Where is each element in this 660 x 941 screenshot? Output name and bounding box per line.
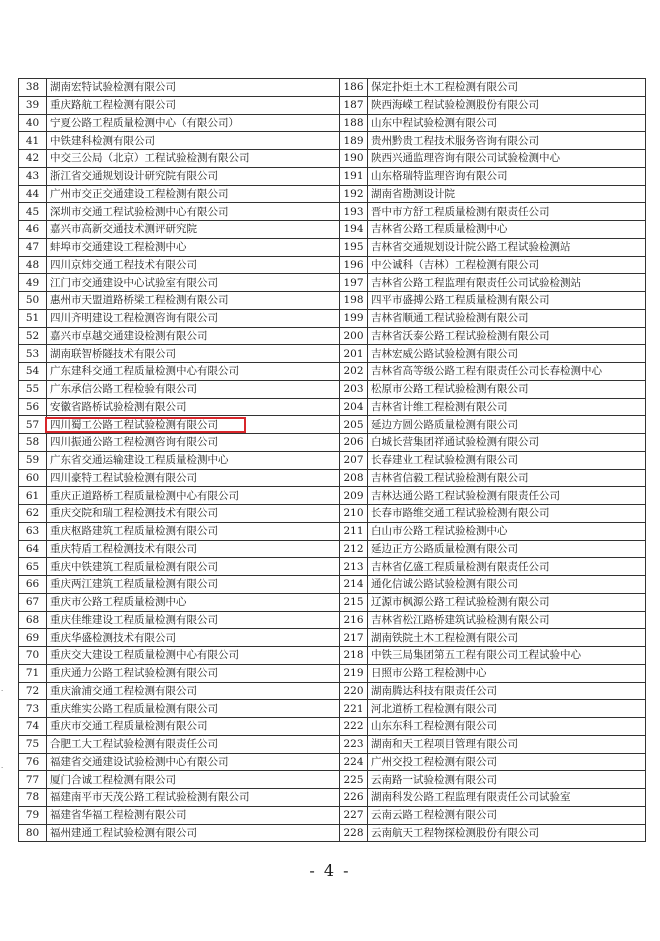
table-row: [19, 327, 646, 345]
table-row: [19, 203, 646, 221]
row-number-right: 211: [340, 522, 368, 540]
table-row: [19, 629, 646, 647]
company-name-right: 吉林省顺通工程试验检测有限公司: [368, 309, 646, 327]
row-number-left: 77: [19, 771, 47, 789]
company-name-right: 陕西兴通监理咨询有限公司试验检测中心: [368, 150, 646, 168]
company-name-right: 白山市公路工程试验检测中心: [368, 522, 646, 540]
row-number-left: 45: [19, 203, 47, 221]
table-row: [19, 611, 646, 629]
row-number-right: 219: [340, 664, 368, 682]
row-number-left: 60: [19, 469, 47, 487]
row-number-left: 61: [19, 487, 47, 505]
table-row: [19, 363, 646, 381]
table-row: [19, 79, 646, 97]
row-number-right: 225: [340, 771, 368, 789]
row-number-right: 220: [340, 682, 368, 700]
table-row: [19, 256, 646, 274]
row-number-right: 209: [340, 487, 368, 505]
row-number-right: 202: [340, 363, 368, 381]
company-name-right: 云南路一试验检测有限公司: [368, 771, 646, 789]
company-name-left: 安徽省路桥试验检测有限公司: [47, 398, 340, 416]
table-row: [19, 647, 646, 665]
company-name-left: 重庆路航工程检测有限公司: [47, 96, 340, 114]
company-name-left: 福建省华福工程检测有限公司: [47, 806, 340, 824]
row-number-right: 191: [340, 167, 368, 185]
row-number-left: 67: [19, 593, 47, 611]
company-name-left: 重庆交大建设工程质量检测中心有限公司: [47, 647, 340, 665]
row-number-left: 42: [19, 150, 47, 168]
company-name-left: 广东建科交通工程质量检测中心有限公司: [47, 363, 340, 381]
company-name-left: 重庆两江建筑工程质量检测有限公司: [47, 576, 340, 594]
table-row: [19, 789, 646, 807]
table-row: [19, 806, 646, 824]
row-number-right: 206: [340, 434, 368, 452]
company-name-right: 广州交投工程检测有限公司: [368, 753, 646, 771]
company-name-right: 贵州黔贵工程技术服务咨询有限公司: [368, 132, 646, 150]
scan-speck: ·: [1, 764, 4, 772]
table-row: [19, 309, 646, 327]
company-name-left: 重庆市公路工程质量检测中心: [47, 593, 340, 611]
row-number-left: 74: [19, 718, 47, 736]
row-number-left: 71: [19, 664, 47, 682]
company-name-right: 吉林省交通规划设计院公路工程试验检测站: [368, 238, 646, 256]
company-name-right: 吉林省沃泰公路工程试验检测有限公司: [368, 327, 646, 345]
table-row: [19, 540, 646, 558]
row-number-right: 192: [340, 185, 368, 203]
table-row: [19, 185, 646, 203]
company-name-right: 吉林省计维工程检测有限公司: [368, 398, 646, 416]
table-row: [19, 238, 646, 256]
row-number-left: 48: [19, 256, 47, 274]
row-number-left: 41: [19, 132, 47, 150]
highlight-box-row-57: [45, 417, 246, 433]
row-number-left: 40: [19, 114, 47, 132]
table-row: [19, 735, 646, 753]
company-name-left: 蚌埠市交通建设工程检测中心: [47, 238, 340, 256]
company-name-right: 吉林省高等级公路工程有限责任公司长春检测中心: [368, 363, 646, 381]
row-number-left: 50: [19, 292, 47, 310]
row-number-left: 52: [19, 327, 47, 345]
row-number-right: 196: [340, 256, 368, 274]
company-name-right: 延边方圆公路质量检测有限公司: [368, 416, 646, 434]
row-number-right: 212: [340, 540, 368, 558]
row-number-right: 221: [340, 700, 368, 718]
row-number-left: 79: [19, 806, 47, 824]
row-number-left: 55: [19, 380, 47, 398]
company-name-left: 福州建通工程试验检测有限公司: [47, 824, 340, 842]
row-number-right: 204: [340, 398, 368, 416]
company-name-right: 长春建业工程试验检测有限公司: [368, 451, 646, 469]
company-name-right: 山东中程试验检测有限公司: [368, 114, 646, 132]
row-number-left: 75: [19, 735, 47, 753]
row-number-right: 186: [340, 79, 368, 97]
row-number-right: 187: [340, 96, 368, 114]
row-number-right: 197: [340, 274, 368, 292]
company-name-left: 重庆华盛检测技术有限公司: [47, 629, 340, 647]
company-name-left: 重庆枢路建筑工程质量检测有限公司: [47, 522, 340, 540]
company-name-right: 日照市公路工程检测中心: [368, 664, 646, 682]
table-body: [19, 79, 646, 842]
row-number-left: 63: [19, 522, 47, 540]
company-name-left: 浙江省交通规划设计研究院有限公司: [47, 167, 340, 185]
row-number-left: 38: [19, 79, 47, 97]
row-number-right: 201: [340, 345, 368, 363]
company-name-right: 四平市盛搏公路工程质量检测有限公司: [368, 292, 646, 310]
company-name-left: 中铁建科检测有限公司: [47, 132, 340, 150]
table-row: [19, 451, 646, 469]
company-name-left: 湖南宏特试验检测有限公司: [47, 79, 340, 97]
company-name-right: 辽源市枫源公路工程试验检测有限公司: [368, 593, 646, 611]
company-name-right: 吉林省公路工程质量检测中心: [368, 221, 646, 239]
row-number-left: 69: [19, 629, 47, 647]
row-number-right: 195: [340, 238, 368, 256]
row-number-right: 188: [340, 114, 368, 132]
table-row: [19, 114, 646, 132]
table-row: [19, 221, 646, 239]
row-number-left: 49: [19, 274, 47, 292]
row-number-right: 214: [340, 576, 368, 594]
company-name-left: 湖南联智桥隧技术有限公司: [47, 345, 340, 363]
company-name-left: 广东省交通运输建设工程质量检测中心: [47, 451, 340, 469]
company-name-left: 广州市交正交通建设工程检测有限公司: [47, 185, 340, 203]
company-name-right: 湖南和天工程项目管理有限公司: [368, 735, 646, 753]
row-number-right: 226: [340, 789, 368, 807]
row-number-right: 189: [340, 132, 368, 150]
row-number-left: 59: [19, 451, 47, 469]
company-name-right: 山东格瑞特监理咨询有限公司: [368, 167, 646, 185]
company-name-right: 吉林省亿盛工程质量检测有限责任公司: [368, 558, 646, 576]
company-name-right: 中铁三局集团第五工程有限公司工程试验中心: [368, 647, 646, 665]
row-number-right: 215: [340, 593, 368, 611]
scan-speck: ·: [1, 687, 4, 695]
company-name-right: 白城长营集团祥通试验检测有限公司: [368, 434, 646, 452]
company-name-left: 重庆中铁建筑工程质量检测有限公司: [47, 558, 340, 576]
row-number-left: 72: [19, 682, 47, 700]
company-name-right: 保定扑炬土木工程检测有限公司: [368, 79, 646, 97]
company-name-right: 延边正方公路质量检测有限公司: [368, 540, 646, 558]
row-number-left: 51: [19, 309, 47, 327]
row-number-right: 205: [340, 416, 368, 434]
table-row: [19, 292, 646, 310]
company-name-right: 通化信诚公路试验检测有限公司: [368, 576, 646, 594]
row-number-right: 208: [340, 469, 368, 487]
row-number-right: 227: [340, 806, 368, 824]
row-number-left: 65: [19, 558, 47, 576]
row-number-left: 73: [19, 700, 47, 718]
row-number-left: 47: [19, 238, 47, 256]
row-number-right: 210: [340, 505, 368, 523]
row-number-left: 56: [19, 398, 47, 416]
table-row: [19, 522, 646, 540]
table-row: [19, 167, 646, 185]
company-name-right: 山东东科工程检测有限公司: [368, 718, 646, 736]
row-number-left: 46: [19, 221, 47, 239]
table-row: [19, 505, 646, 523]
company-name-left: 厦门合诚工程检测有限公司: [47, 771, 340, 789]
row-number-left: 43: [19, 167, 47, 185]
company-name-right: 松原市公路工程试验检测有限公司: [368, 380, 646, 398]
company-name-left: 四川京炜交通工程技术有限公司: [47, 256, 340, 274]
row-number-left: 62: [19, 505, 47, 523]
company-name-left: 江门市交通建设中心试验室有限公司: [47, 274, 340, 292]
company-name-left: 重庆正道路桥工程质量检测中心有限公司: [47, 487, 340, 505]
company-name-left: 四川蜀工公路工程试验检测有限公司: [47, 416, 340, 434]
company-name-right: 吉林省信毅工程试验检测有限公司: [368, 469, 646, 487]
company-name-right: 吉林达通公路工程试验检测有限责任公司: [368, 487, 646, 505]
row-number-left: 66: [19, 576, 47, 594]
row-number-right: 193: [340, 203, 368, 221]
table-row: [19, 469, 646, 487]
row-number-right: 200: [340, 327, 368, 345]
row-number-left: 76: [19, 753, 47, 771]
company-name-left: 广东承信公路工程检验有限公司: [47, 380, 340, 398]
table-row: [19, 771, 646, 789]
company-name-left: 合肥工大工程试验检测有限责任公司: [47, 735, 340, 753]
company-name-left: 深圳市交通工程试验检测中心有限公司: [47, 203, 340, 221]
row-number-right: 224: [340, 753, 368, 771]
company-name-right: 湖南铁院土木工程检测有限公司: [368, 629, 646, 647]
row-number-right: 207: [340, 451, 368, 469]
table-row: [19, 824, 646, 842]
company-name-left: 重庆通力公路工程试验检测有限公司: [47, 664, 340, 682]
row-number-left: 53: [19, 345, 47, 363]
row-number-left: 44: [19, 185, 47, 203]
row-number-right: 216: [340, 611, 368, 629]
company-name-right: 长春市路维交通工程试验检测有限公司: [368, 505, 646, 523]
company-name-left: 四川齐明建设工程检测咨询有限公司: [47, 309, 340, 327]
company-name-right: 吉林宏威公路试验检测有限公司: [368, 345, 646, 363]
company-name-left: 重庆交院和瑞工程检测技术有限公司: [47, 505, 340, 523]
table-row: [19, 150, 646, 168]
table-row: [19, 380, 646, 398]
table-row: [19, 398, 646, 416]
company-name-right: 湖南科发公路工程监理有限责任公司试验室: [368, 789, 646, 807]
company-name-right: 吉林省公路工程监理有限责任公司试验检测站: [368, 274, 646, 292]
row-number-left: 80: [19, 824, 47, 842]
row-number-right: 190: [340, 150, 368, 168]
page-number: - 4 -: [309, 861, 351, 880]
table-row: [19, 345, 646, 363]
company-name-left: 重庆市交通工程质量检测有限公司: [47, 718, 340, 736]
company-name-left: 嘉兴市卓越交通建设检测有限公司: [47, 327, 340, 345]
table-row: [19, 753, 646, 771]
company-list-table: [18, 78, 646, 842]
company-name-left: 福建南平市天茂公路工程试验检测有限公司: [47, 789, 340, 807]
row-number-left: 68: [19, 611, 47, 629]
row-number-right: 203: [340, 380, 368, 398]
company-name-right: 晋中市方舒工程质量检测有限责任公司: [368, 203, 646, 221]
row-number-right: 228: [340, 824, 368, 842]
company-name-right: 陕西海嵘工程试验检测股份有限公司: [368, 96, 646, 114]
row-number-right: 217: [340, 629, 368, 647]
table-row: [19, 664, 646, 682]
row-number-left: 78: [19, 789, 47, 807]
company-name-left: 重庆渝浦交通工程检测有限公司: [47, 682, 340, 700]
row-number-right: 218: [340, 647, 368, 665]
table-row: [19, 576, 646, 594]
company-name-right: 湖南省勘测设计院: [368, 185, 646, 203]
company-name-right: 云南航天工程物探检测股份有限公司: [368, 824, 646, 842]
company-name-right: 云南云路工程检测有限公司: [368, 806, 646, 824]
company-name-left: 惠州市天盟道路桥梁工程检测有限公司: [47, 292, 340, 310]
table-row: [19, 274, 646, 292]
table-row: [19, 700, 646, 718]
company-name-left: 四川振通公路工程检测咨询有限公司: [47, 434, 340, 452]
company-name-left: 福建省交通建设试验检测中心有限公司: [47, 753, 340, 771]
company-name-left: 重庆维实公路工程质量检测有限公司: [47, 700, 340, 718]
row-number-left: 64: [19, 540, 47, 558]
table-row: [19, 96, 646, 114]
row-number-right: 222: [340, 718, 368, 736]
row-number-left: 58: [19, 434, 47, 452]
company-name-right: 河北道桥工程检测有限公司: [368, 700, 646, 718]
row-number-left: 70: [19, 647, 47, 665]
row-number-right: 213: [340, 558, 368, 576]
company-name-right: 吉林省松江路桥建筑试验检测有限公司: [368, 611, 646, 629]
company-name-left: 重庆佳维建设工程质量检测有限公司: [47, 611, 340, 629]
row-number-right: 199: [340, 309, 368, 327]
row-number-left: 54: [19, 363, 47, 381]
row-number-left: 57: [19, 416, 47, 434]
company-name-right: 湖南腾达科技有限责任公司: [368, 682, 646, 700]
row-number-right: 223: [340, 735, 368, 753]
row-number-right: 194: [340, 221, 368, 239]
table-row: [19, 558, 646, 576]
table-row: [19, 682, 646, 700]
company-name-left: 四川豪特工程试验检测有限公司: [47, 469, 340, 487]
company-name-right: 中公诚科（吉林）工程检测有限公司: [368, 256, 646, 274]
company-name-left: 宁夏公路工程质量检测中心（有限公司）: [47, 114, 340, 132]
company-name-left: 中交三公局（北京）工程试验检测有限公司: [47, 150, 340, 168]
table-row: [19, 593, 646, 611]
company-name-left: 嘉兴市高新交通技术测评研究院: [47, 221, 340, 239]
row-number-left: 39: [19, 96, 47, 114]
company-name-left: 重庆特盾工程检测技术有限公司: [47, 540, 340, 558]
table-row: [19, 718, 646, 736]
table-row: [19, 487, 646, 505]
table-row: [19, 132, 646, 150]
table-row: [19, 434, 646, 452]
row-number-right: 198: [340, 292, 368, 310]
